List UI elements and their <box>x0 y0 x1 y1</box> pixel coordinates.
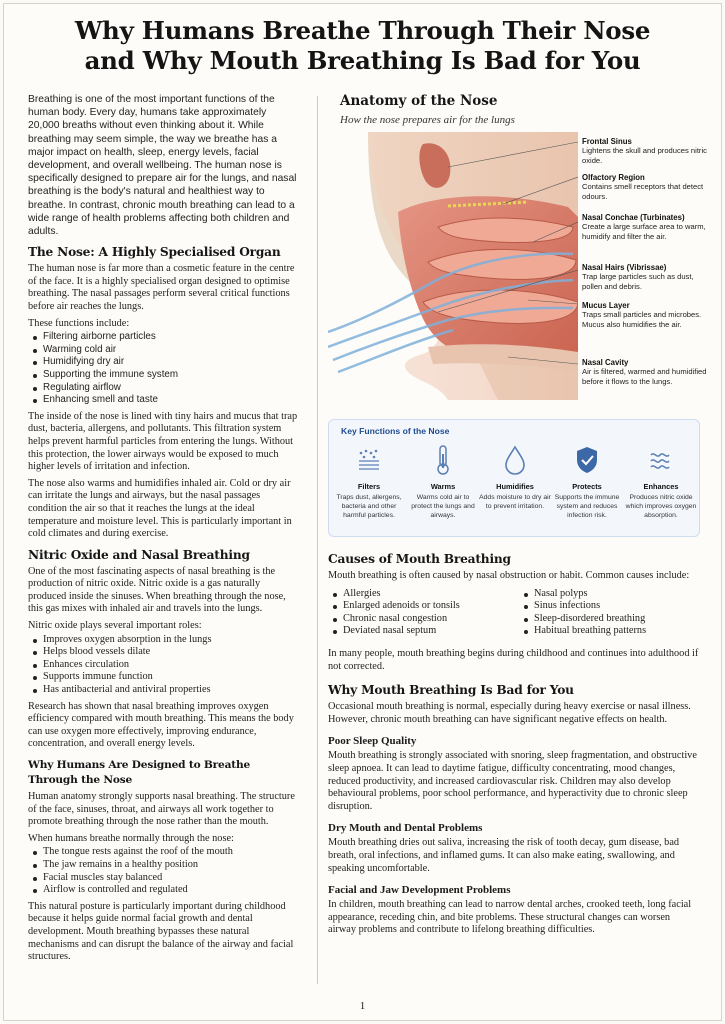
nose-paragraph-3: The inside of the nose is lined with tiny hairs and mucus that trap dust, bacteria, allergens, and pollutants. This filtration system helps prevent harmful particles from entering the lungs. Without this protection, the lower airways would be exposed to much higher levels of irritation and infection. <box>28 410 298 473</box>
list-item: Facial muscles stay balanced <box>28 872 300 885</box>
shield-check-icon <box>551 442 623 478</box>
designed-paragraph-1: Human anatomy strongly supports nasal breathing. The structure of the face, sinuses, throat, and airways all work together to promote breathing through the nose rather than the mouth. <box>28 791 295 828</box>
list-item: Chronic nasal congestion <box>328 613 509 626</box>
bad-intro: Occasional mouth breathing is normal, especially during heavy exercise or nasal illness. However, chronic mouth breathing can have significant negative effects on health. <box>328 701 691 725</box>
key-function-protects: Protects Supports the immune system and reduces infection risk. <box>551 442 623 521</box>
list-item: The tongue rests against the roof of the mouth <box>28 846 300 859</box>
list-item: Enlarged adenoids or tonsils <box>328 600 509 613</box>
list-item: The jaw remains in a healthy position <box>28 859 300 872</box>
anatomy-title: Anatomy of the Nose <box>340 93 498 109</box>
nitric-paragraph-3: Research has shown that nasal breathing improves oxygen efficiency compared with mouth breathing. This means the body can use oxygen more effectively, improving endurance, concentration, and overall energy levels. <box>28 700 294 750</box>
section-heading-nitric: Nitric Oxide and Nasal Breathing <box>28 547 250 562</box>
list-item: Regulating airflow <box>28 382 300 395</box>
designed-paragraph-3: This natural posture is particularly important during childhood because it helps guide normal facial growth and dental development. Mouth breathing bypasses these natural mechanisms and can disrupt the balance of the airway and facial structures. <box>28 900 294 963</box>
causes-list-left <box>328 588 509 638</box>
subheading-jaw: Facial and Jaw Development Problems <box>328 884 511 897</box>
key-functions-panel <box>328 419 700 537</box>
section-heading-bad: Why Mouth Breathing Is Bad for You <box>328 683 574 698</box>
label-nasal-conchae: Nasal Conchae (Turbinates) Create a large surface area to warm, humidify and filter the air. <box>582 213 706 241</box>
list-item: Supports immune function <box>28 671 300 684</box>
section-heading-nose: The Nose: A Highly Specialised Organ <box>28 245 281 260</box>
right-column-text <box>328 545 700 941</box>
list-item: Filtering airborne particles <box>28 331 300 344</box>
key-functions-title: Key Functions of the Nose <box>341 426 450 436</box>
key-function-warms: Warms Warms cold air to protect the lungs and airways. <box>407 442 479 521</box>
nitric-role-list <box>28 634 300 697</box>
list-item: Enhancing smell and taste <box>28 394 300 407</box>
page-number: 1 <box>359 1000 366 1012</box>
nose-anatomy-illustration <box>328 132 578 400</box>
nose-paragraph-2: These functions include: <box>28 317 130 329</box>
filter-dots-icon <box>333 442 405 478</box>
list-item: Supporting the immune system <box>28 369 300 382</box>
label-mucus-layer: Mucus Layer Traps small particles and microbes. Mucus also humidifies the air. <box>582 301 702 329</box>
causes-intro: Mouth breathing is often caused by nasal obstruction or habit. Common causes include: <box>328 570 690 581</box>
column-divider <box>317 96 318 984</box>
nose-paragraph-1: The human nose is far more than a cosmetic feature in the centre of the face. It is a highly specialised organ designed to optimise breathing. The nasal passages perform several critical functions before air reaches the lungs. <box>28 263 295 313</box>
nose-function-list <box>28 331 300 407</box>
section-heading-designed: Why Humans Are Designed to Breathe Through the Nose <box>28 759 250 787</box>
page-title <box>0 16 725 76</box>
list-item: Humidifying dry air <box>28 356 300 369</box>
title-line-2: and Why Mouth Breathing Is Bad for You <box>84 46 641 75</box>
label-olfactory-region: Olfactory Region Contains smell receptors that detect odours. <box>582 173 704 201</box>
key-function-filters: Filters Traps dust, allergens, bacteria and other harmful particles. <box>333 442 405 521</box>
section-heading-causes: Causes of Mouth Breathing <box>328 552 511 566</box>
list-item: Airflow is controlled and regulated <box>28 884 300 897</box>
list-item: Deviated nasal septum <box>328 625 509 638</box>
list-item: Improves oxygen absorption in the lungs <box>28 634 300 647</box>
causes-outro: In many people, mouth breathing begins during childhood and continues into adulthood if not corrected. <box>328 647 699 672</box>
water-drop-icon <box>479 442 551 478</box>
thermometer-icon <box>407 442 479 478</box>
designed-list <box>28 846 300 896</box>
list-item: Sleep-disordered breathing <box>519 613 700 626</box>
designed-paragraph-2: When humans breathe normally through the nose: <box>28 832 234 844</box>
list-item: Nasal polyps <box>519 588 700 601</box>
list-item: Warming cold air <box>28 344 300 357</box>
dry-mouth-paragraph: Mouth breathing dries out saliva, increasing the risk of tooth decay, gum disease, bad breath, oral infections, and inflamed gums. It can also make eating, swallowing, and speaking uncomfortable. <box>328 837 680 874</box>
causes-list-right <box>519 588 700 638</box>
left-column <box>28 93 300 968</box>
list-item: Helps blood vessels dilate <box>28 646 300 659</box>
nose-paragraph-4: The nose also warms and humidifies inhaled air. Cold or dry air can irritate the lungs and airways, but the nasal passages condition the air so that it reaches the lungs at the ideal temperature and moisture level. This is particularly important in cold climates and during exercise. <box>28 477 292 540</box>
list-item: Sinus infections <box>519 600 700 613</box>
jaw-paragraph: In children, mouth breathing can lead to narrow dental arches, crooked teeth, long facial appearance, receding chin, and bite problems. These structural changes can worsen airway problems and contribute to lifelong breathing difficulties. <box>328 899 692 936</box>
nitric-paragraph-1: One of the most fascinating aspects of nasal breathing is the production of nitric oxide. Nitric oxide is a gas naturally produced inside the sinuses. When breathing through the nose, this gas mixes with inhaled air and travels into the lungs. <box>28 565 286 615</box>
list-item: Habitual breathing patterns <box>519 625 700 638</box>
label-frontal-sinus: Frontal Sinus Lightens the skull and produces nitric oxide. <box>582 137 707 165</box>
nitric-paragraph-2: Nitric oxide plays several important roles: <box>28 620 202 632</box>
list-item: Allergies <box>328 588 509 601</box>
list-item: Has antibacterial and antiviral properties <box>28 684 300 697</box>
key-function-humidifies: Humidifies Adds moisture to dry air to prevent irritation. <box>479 442 551 511</box>
label-nasal-hairs: Nasal Hairs (Vibrissae) Trap large particles such as dust, pollen and debris. <box>582 263 694 291</box>
anatomy-subtitle: How the nose prepares air for the lungs <box>340 114 515 126</box>
intro-paragraph: Breathing is one of the most important functions of the human body. Every day, humans take approximately 20,000 breaths without even thinking about it. While breathing may seem simple, the way we breathe has a major impact on health, sleep, energy levels, facial development, and overall wellbeing. The human nose is specifically designed to prepare air for the lungs, and nasal breathing is the body's natural and healthiest way to breathe. In contrast, chronic mouth breathing can lead to a wide range of health problems affecting both children and adults. <box>28 94 297 238</box>
list-item: Enhances circulation <box>28 659 300 672</box>
subheading-sleep: Poor Sleep Quality <box>328 735 417 748</box>
title-line-1: Why Humans Breathe Through Their Nose <box>74 16 651 45</box>
causes-lists <box>328 587 700 642</box>
wave-lines-icon <box>625 442 697 478</box>
key-function-enhances: Enhances Produces nitric oxide which improves oxygen absorption. <box>625 442 697 521</box>
subheading-dry-mouth: Dry Mouth and Dental Problems <box>328 822 483 835</box>
sleep-paragraph: Mouth breathing is strongly associated with snoring, sleep fragmentation, and obstructive sleep apnoea. It can lead to daytime fatigue, difficulty concentrating, mood changes, reduced productivity, and increased cardiovascular risk. Children may also develop behavioural problems, poor school performance, and hyperactivity due to chronic sleep disruption. <box>328 750 697 812</box>
label-nasal-cavity: Nasal Cavity Air is filtered, warmed and humidified before it flows to the lungs. <box>582 358 707 386</box>
